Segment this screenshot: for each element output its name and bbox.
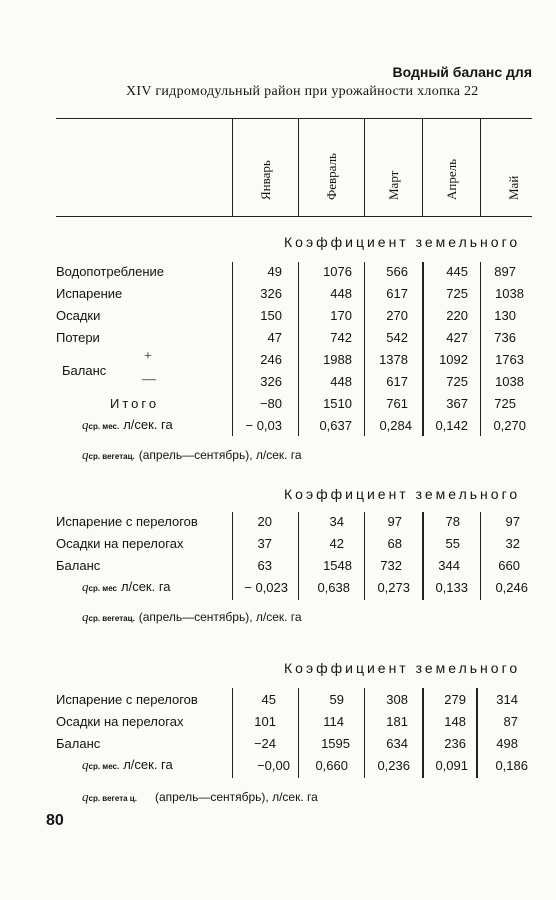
row-label: Осадки на перелогах [56, 536, 184, 551]
table-cell: 37 [257, 536, 272, 551]
table-cell: − 0,023 [244, 580, 288, 595]
table-cell: 47 [267, 330, 282, 345]
table-cell: 42 [329, 536, 344, 551]
table-cell: 181 [386, 714, 408, 729]
table-cell: 445 [446, 264, 468, 279]
table-cell: 0,284 [379, 418, 412, 433]
table-cell: 87 [503, 714, 518, 729]
table-cell: 63 [257, 558, 272, 573]
header-top-rule [56, 118, 532, 119]
table-cell: 0,091 [435, 758, 468, 773]
table-cell: 566 [386, 264, 408, 279]
minus-sign: — [142, 372, 156, 387]
table-cell: 1988 [323, 352, 352, 367]
table-cell: −0,00 [257, 758, 290, 773]
table-cell: 1763 [495, 352, 524, 367]
table-cell: 448 [330, 374, 352, 389]
table-cell: 148 [444, 714, 466, 729]
table-cell: 0,186 [495, 758, 528, 773]
table-cell: 761 [386, 396, 408, 411]
table-cell: 236 [444, 736, 466, 751]
row-label: Осадки на перелогах [56, 714, 184, 729]
table-cell: 1038 [495, 286, 524, 301]
q-label: qср. мес. л/сек. га [82, 417, 173, 432]
table-cell: 736 [494, 330, 516, 345]
vegetation-note: qср. вегета ц. (апрель—сентябрь), л/сек. га [82, 789, 318, 804]
table-cell: 45 [261, 692, 276, 707]
section-heading: Коэффициент земельного [284, 660, 521, 676]
table-cell: −24 [253, 736, 276, 751]
col-divider [298, 118, 299, 216]
table-cell: 427 [446, 330, 468, 345]
table-cell: 1076 [323, 264, 352, 279]
table-cell: 1038 [495, 374, 524, 389]
table-cell: 1595 [321, 736, 350, 751]
plus-sign: + [144, 349, 152, 364]
table-cell: 78 [445, 514, 460, 529]
row-label: Потери [56, 330, 100, 345]
table-cell: 279 [444, 692, 466, 707]
table-cell: 34 [329, 514, 344, 529]
table-cell: 49 [267, 264, 282, 279]
table-cell: 0,246 [495, 580, 528, 595]
table-cell: 220 [446, 308, 468, 323]
vegetation-note: qср. вегетац. (апрель—сентябрь), л/сек. га [82, 609, 302, 624]
col-divider [364, 118, 365, 216]
table-cell: 314 [496, 692, 518, 707]
col-divider [422, 118, 423, 216]
table-cell: 448 [330, 286, 352, 301]
table-cell: 246 [260, 352, 282, 367]
row-label: Испарение с перелогов [56, 692, 198, 707]
vegetation-note: qср. вегетац. (апрель—сентябрь), л/сек. га [82, 447, 302, 462]
row-label: Испарение [56, 286, 123, 301]
table-cell: 367 [446, 396, 468, 411]
table-cell: 897 [494, 264, 516, 279]
table-cell: 114 [323, 714, 344, 729]
table-cell: 634 [386, 736, 408, 751]
row-label: Баланс [56, 558, 101, 573]
table-cell: 170 [330, 308, 352, 323]
table-cell: 130 [494, 308, 516, 323]
table-cell: 617 [386, 374, 408, 389]
table-cell: 97 [387, 514, 402, 529]
table-cell: 660 [498, 558, 520, 573]
table-cell: 1510 [323, 396, 352, 411]
table-cell: 0,273 [377, 580, 410, 595]
table-cell: 326 [260, 374, 282, 389]
table-cell: 344 [438, 558, 460, 573]
table-cell: 0,133 [435, 580, 468, 595]
table-cell: 732 [380, 558, 402, 573]
table-cell: − 0,03 [245, 418, 282, 433]
table-cell: 1378 [379, 352, 408, 367]
table-cell: 498 [496, 736, 518, 751]
col-divider [480, 118, 481, 216]
table-cell: 59 [329, 692, 344, 707]
table-cell: 150 [260, 308, 282, 323]
row-label: Водопотребление [56, 264, 165, 279]
table-cell: 725 [446, 286, 468, 301]
table-cell: 20 [257, 514, 272, 529]
table-cell: 101 [254, 714, 276, 729]
month-header-mar: Март [386, 170, 401, 200]
page-number: 80 [46, 812, 64, 829]
table-cell: 617 [386, 286, 408, 301]
row-label-total: Итого [110, 396, 160, 411]
table-cell: 725 [446, 374, 468, 389]
month-header-feb: Февраль [324, 153, 339, 200]
q-label: qср. мес л/сек. га [82, 579, 171, 594]
table-cell: 97 [505, 514, 520, 529]
table-cell: 725 [494, 396, 516, 411]
table-cell: −80 [259, 396, 282, 411]
row-label: Осадки [56, 308, 101, 323]
page-subtitle: XIV гидромодульный район при урожайности хлопка 22 [126, 84, 479, 99]
table-cell: 55 [445, 536, 460, 551]
row-label: Баланс [56, 736, 101, 751]
month-header-jan: Январь [258, 160, 273, 200]
header-bottom-rule [56, 216, 532, 217]
table-cell: 308 [386, 692, 408, 707]
section-heading: Коэффициент земельного [284, 234, 521, 250]
table-cell: 0,638 [317, 580, 350, 595]
table-cell: 0,270 [493, 418, 526, 433]
table-cell: 270 [386, 308, 408, 323]
table-cell: 68 [387, 536, 402, 551]
table-cell: 1548 [323, 558, 352, 573]
table-cell: 32 [505, 536, 520, 551]
table-cell: 0,142 [435, 418, 468, 433]
month-header-apr: Апрель [444, 158, 459, 200]
month-header-may: Май [506, 175, 521, 200]
q-label: qср. мес. л/сек. га [82, 757, 173, 772]
table-cell: 326 [260, 286, 282, 301]
table-cell: 742 [330, 330, 352, 345]
page-title: Водный баланс для [392, 64, 532, 80]
table-cell: 0,236 [377, 758, 410, 773]
row-label-balance: Баланс [62, 363, 107, 378]
table-cell: 0,660 [315, 758, 348, 773]
col-divider [232, 118, 233, 216]
row-label: Испарение с перелогов [56, 514, 198, 529]
section-heading: Коэффициент земельного [284, 486, 521, 502]
table-cell: 0,637 [319, 418, 352, 433]
table-cell: 1092 [439, 352, 468, 367]
table-cell: 542 [386, 330, 408, 345]
